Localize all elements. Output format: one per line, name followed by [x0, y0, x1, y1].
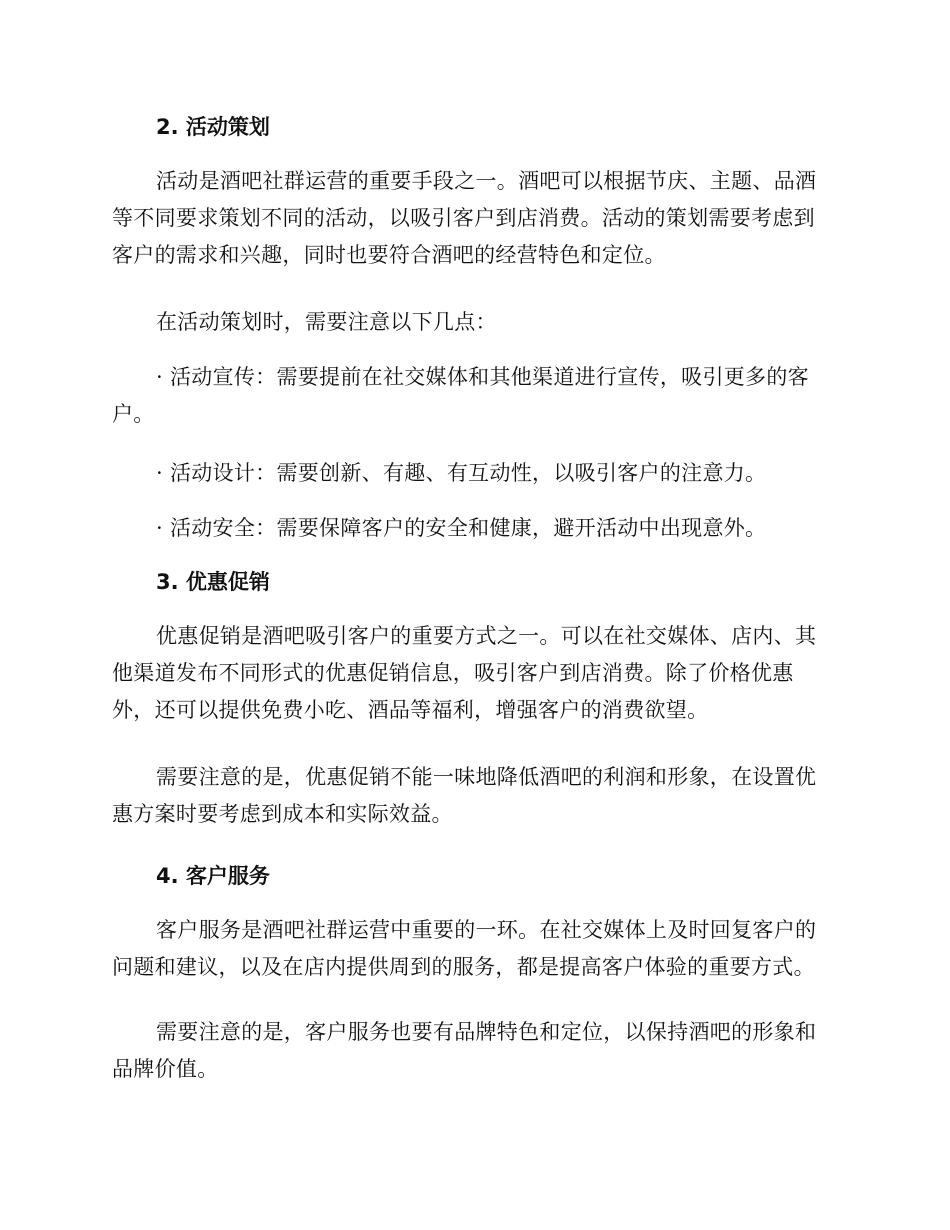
paragraph-service-intro: 客户服务是酒吧社群运营中重要的一环。在社交媒体上及时回复客户的问题和建议，以及在店内提供周到的服务，都是提高客户体验的重要方式。	[112, 918, 817, 979]
paragraph-activity-intro: 活动是酒吧社群运营的重要手段之一。酒吧可以根据节庆、主题、品酒等不同要求策划不同的活动，以吸引客户到店消费。活动的策划需要考虑到客户的需求和兴趣，同时也要符合酒吧的经营特色和定位。	[112, 169, 817, 267]
bullet-activity-safety: · 活动安全：需要保障客户的安全和健康，避开活动中出现意外。	[156, 516, 767, 540]
section-title-customer-service: 4. 客户服务	[156, 864, 270, 888]
bullet-activity-design: · 活动设计：需要创新、有趣、有互动性，以吸引客户的注意力。	[156, 461, 767, 485]
section-title-promotions: 3. 优惠促销	[156, 570, 270, 594]
paragraph-promotions-note: 需要注意的是，优惠促销不能一味地降低酒吧的利润和形象，在设置优惠方案时要考虑到成本和实际效益。	[112, 765, 817, 826]
paragraph-activity-notes-lead: 在活动策划时，需要注意以下几点：	[156, 310, 497, 334]
paragraph-promotions-intro: 优惠促销是酒吧吸引客户的重要方式之一。可以在社交媒体、店内、其他渠道发布不同形式的优惠促销信息，吸引客户到店消费。除了价格优惠外，还可以提供免费小吃、酒品等福利，增强客户的消费欲望。	[112, 624, 817, 722]
paragraph-service-note: 需要注意的是，客户服务也要有品牌特色和定位，以保持酒吧的形象和品牌价值。	[112, 1020, 817, 1081]
section-title-activity-planning: 2. 活动策划	[156, 115, 270, 139]
bullet-activity-promotion: · 活动宣传：需要提前在社交媒体和其他渠道进行宣传，吸引更多的客户。	[112, 365, 809, 426]
